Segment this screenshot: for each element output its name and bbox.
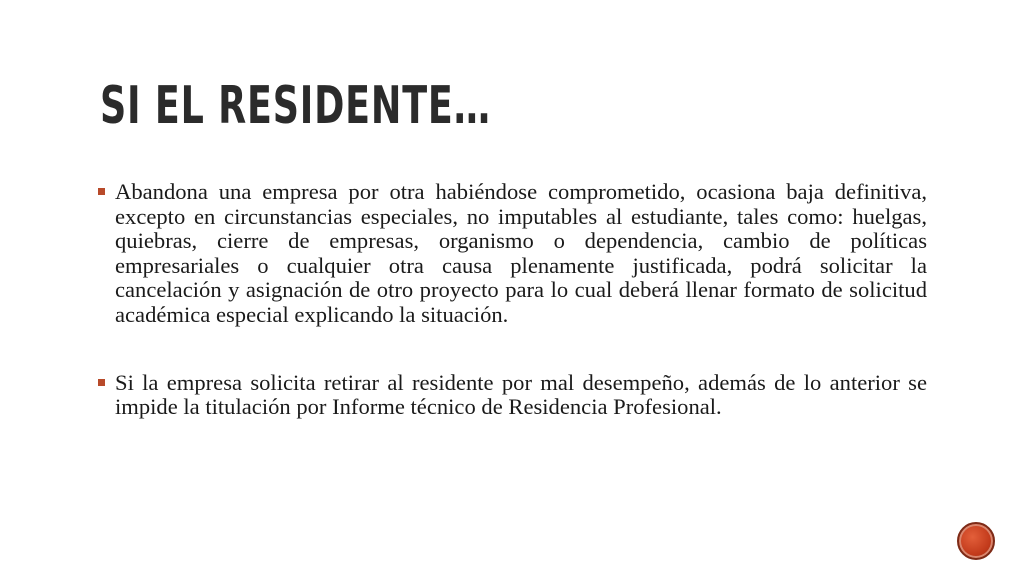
square-bullet-icon [98, 379, 105, 386]
bullet-item [97, 371, 927, 420]
bullet-text: Abandona una empresa por otra habiéndose comprometido, ocasiona baja definitiva, excepto en circunstancias especiales, no imputables al estudiante, tales como: huelgas, quiebras, cierre de empresas, organismo o dependencia, cambio de políticas empresariales o cualquier otra causa plenamente justificada, podrá solicitar la cancelación y asignación de otro proyecto para lo cual deberá llenar formato de solicitud académica especial explicando la situación. [115, 179, 927, 327]
bullet-item [97, 180, 927, 328]
slide-title: SI EL RESIDENTE… [100, 76, 491, 136]
bullet-list [97, 180, 927, 420]
page-number-badge-icon [957, 522, 995, 560]
square-bullet-icon [98, 188, 105, 195]
bullet-text: Si la empresa solicita retirar al residente por mal desempeño, además de lo anterior se impide la titulación por Informe técnico de Residencia Profesional. [115, 369, 927, 420]
